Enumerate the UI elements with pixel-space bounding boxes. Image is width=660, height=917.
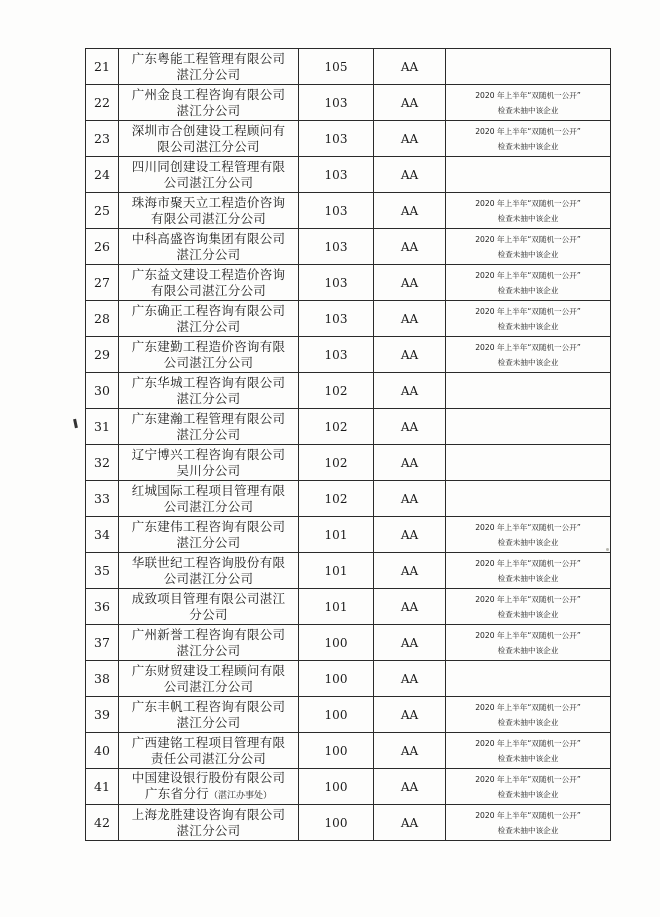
company-name-line-1: 广州金良工程咨询有限公司	[131, 86, 286, 102]
company-name-line-2: 湛江分公司	[176, 822, 241, 838]
row-number: 27	[86, 265, 119, 301]
company-name	[119, 697, 299, 733]
company-name-line-1: 中国建设银行股份有限公司	[131, 769, 286, 785]
table-row	[86, 445, 611, 481]
table-row	[86, 301, 611, 337]
grade: AA	[374, 445, 446, 481]
company-name-line-2: 湛江分公司	[176, 642, 241, 658]
company-name-line-1: 广东益文建设工程造价咨询	[131, 266, 286, 282]
table-row	[86, 481, 611, 517]
score: 100	[299, 625, 374, 661]
company-name-note: （湛江办事处）	[209, 790, 273, 801]
remark	[446, 85, 611, 121]
remark-line-1: 2020 年上半年“双随机一公开”	[475, 594, 581, 604]
company-name	[119, 121, 299, 157]
scan-speck	[606, 548, 609, 551]
company-name	[119, 733, 299, 769]
row-number: 32	[86, 445, 119, 481]
score: 100	[299, 805, 374, 841]
remark	[446, 517, 611, 553]
remark-line-1: 2020 年上半年“双随机一公开”	[475, 126, 581, 136]
row-number: 30	[86, 373, 119, 409]
company-name-line-1: 成致项目管理有限公司湛江	[131, 590, 286, 606]
grade: AA	[374, 85, 446, 121]
table-row	[86, 697, 611, 733]
remark-line-1: 2020 年上半年“双随机一公开”	[475, 558, 581, 568]
table-row	[86, 229, 611, 265]
grade: AA	[374, 301, 446, 337]
table-row	[86, 265, 611, 301]
row-number: 40	[86, 733, 119, 769]
company-name-line-1: 四川同创建设工程管理有限	[131, 158, 286, 174]
remark-line-1: 2020 年上半年“双随机一公开”	[475, 342, 581, 352]
score: 100	[299, 697, 374, 733]
grade: AA	[374, 625, 446, 661]
grade: AA	[374, 733, 446, 769]
company-name-line-1: 广东确正工程咨询有限公司	[131, 302, 286, 318]
remark-line-2: 检查未抽中该企业	[497, 357, 559, 367]
row-number: 25	[86, 193, 119, 229]
company-name	[119, 481, 299, 517]
company-name-line-1: 广东华城工程咨询有限公司	[131, 374, 286, 390]
company-name-line-1: 上海龙胜建设咨询有限公司	[131, 806, 286, 822]
remark-line-1: 2020 年上半年“双随机一公开”	[475, 90, 581, 100]
grade: AA	[374, 481, 446, 517]
company-name	[119, 85, 299, 121]
remark	[446, 697, 611, 733]
table-row	[86, 337, 611, 373]
remark	[446, 373, 611, 409]
grade: AA	[374, 49, 446, 85]
score: 103	[299, 301, 374, 337]
table-row	[86, 373, 611, 409]
grade: AA	[374, 409, 446, 445]
row-number: 22	[86, 85, 119, 121]
company-name-line-2: 湛江分公司	[176, 714, 241, 730]
company-name-line-1: 辽宁博兴工程咨询有限公司	[131, 446, 286, 462]
score: 105	[299, 49, 374, 85]
remark-line-2: 检查未抽中该企业	[497, 753, 559, 763]
remark	[446, 733, 611, 769]
remark-line-1: 2020 年上半年“双随机一公开”	[475, 774, 581, 784]
grade: AA	[374, 697, 446, 733]
remark-line-2: 检查未抽中该企业	[497, 573, 559, 583]
score: 100	[299, 733, 374, 769]
score: 103	[299, 337, 374, 373]
company-name	[119, 445, 299, 481]
company-name-line-2: 公司湛江分公司	[163, 570, 254, 586]
grade: AA	[374, 589, 446, 625]
remark-line-1: 2020 年上半年“双随机一公开”	[475, 270, 581, 280]
remark	[446, 157, 611, 193]
company-name-line-1: 广东建瀚工程管理有限公司	[131, 410, 286, 426]
score: 100	[299, 661, 374, 697]
score: 101	[299, 517, 374, 553]
table-row	[86, 157, 611, 193]
table-row	[86, 517, 611, 553]
remark-line-1: 2020 年上半年“双随机一公开”	[475, 522, 581, 532]
remark-line-1: 2020 年上半年“双随机一公开”	[475, 702, 581, 712]
row-number: 36	[86, 589, 119, 625]
row-number: 37	[86, 625, 119, 661]
table-row	[86, 409, 611, 445]
company-name	[119, 805, 299, 841]
grade: AA	[374, 661, 446, 697]
row-number: 42	[86, 805, 119, 841]
remark	[446, 661, 611, 697]
grade: AA	[374, 373, 446, 409]
score: 101	[299, 553, 374, 589]
table-row	[86, 769, 611, 805]
grade: AA	[374, 193, 446, 229]
score: 102	[299, 409, 374, 445]
grade: AA	[374, 517, 446, 553]
company-name	[119, 625, 299, 661]
table-row	[86, 49, 611, 85]
table-row	[86, 553, 611, 589]
remark	[446, 625, 611, 661]
company-name-line-2: 公司湛江分公司	[163, 678, 254, 694]
remark	[446, 301, 611, 337]
remark-line-1: 2020 年上半年“双随机一公开”	[475, 198, 581, 208]
company-name-line-1: 广东粤能工程管理有限公司	[131, 50, 286, 66]
remark-line-2: 检查未抽中该企业	[497, 249, 559, 259]
table-row	[86, 121, 611, 157]
company-name-line-2: 有限公司湛江分公司	[150, 282, 267, 298]
company-name	[119, 337, 299, 373]
score: 103	[299, 157, 374, 193]
row-number: 31	[86, 409, 119, 445]
company-name-line-1: 广州新誉工程咨询有限公司	[131, 626, 286, 642]
remark	[446, 229, 611, 265]
company-name	[119, 157, 299, 193]
row-number: 28	[86, 301, 119, 337]
company-name	[119, 517, 299, 553]
remark	[446, 265, 611, 301]
company-name-line-2: 有限公司湛江分公司	[150, 210, 267, 226]
row-number: 38	[86, 661, 119, 697]
company-name-line-1: 广东建勤工程造价咨询有限	[131, 338, 286, 354]
company-name-line-2: 湛江分公司	[176, 318, 241, 334]
company-name-line-1: 广东丰帆工程咨询有限公司	[131, 698, 286, 714]
table-body	[86, 49, 611, 841]
table-row	[86, 733, 611, 769]
remark-line-2: 检查未抽中该企业	[497, 717, 559, 727]
grade: AA	[374, 157, 446, 193]
company-name-line-2: 湛江分公司	[176, 246, 241, 262]
table-row	[86, 661, 611, 697]
company-name-line-1: 广东财贸建设工程顾问有限	[131, 662, 286, 678]
remark	[446, 193, 611, 229]
score: 101	[299, 589, 374, 625]
company-name	[119, 589, 299, 625]
company-name	[119, 265, 299, 301]
score: 103	[299, 121, 374, 157]
grade: AA	[374, 121, 446, 157]
remark-line-2: 检查未抽中该企业	[497, 645, 559, 655]
company-name-line-2: 限公司湛江分公司	[157, 138, 260, 154]
company-name-line-2: 吴川分公司	[176, 462, 241, 478]
table-row	[86, 625, 611, 661]
grade: AA	[374, 265, 446, 301]
grade: AA	[374, 769, 446, 805]
table-row	[86, 193, 611, 229]
table-row	[86, 805, 611, 841]
company-name	[119, 229, 299, 265]
company-name-line-2: 公司湛江分公司	[163, 498, 254, 514]
remark	[446, 49, 611, 85]
remark-line-2: 检查未抽中该企业	[497, 105, 559, 115]
company-name	[119, 49, 299, 85]
company-name-line-2: 湛江分公司	[176, 102, 241, 118]
company-name-line-2: 公司湛江分公司	[163, 174, 254, 190]
row-number: 29	[86, 337, 119, 373]
remark-line-2: 检查未抽中该企业	[497, 789, 559, 799]
score: 103	[299, 193, 374, 229]
remark-line-1: 2020 年上半年“双随机一公开”	[475, 234, 581, 244]
remark-line-2: 检查未抽中该企业	[497, 285, 559, 295]
row-number: 33	[86, 481, 119, 517]
company-name-line-2: 分公司	[189, 606, 228, 622]
company-name	[119, 301, 299, 337]
scan-mark	[73, 419, 78, 428]
company-name-line-2: 湛江分公司	[176, 426, 241, 442]
score: 103	[299, 229, 374, 265]
row-number: 39	[86, 697, 119, 733]
row-number: 35	[86, 553, 119, 589]
remark-line-2: 检查未抽中该企业	[497, 213, 559, 223]
remark	[446, 121, 611, 157]
remark	[446, 337, 611, 373]
score: 102	[299, 481, 374, 517]
company-name-line-1: 广西建铭工程项目管理有限	[131, 734, 286, 750]
company-name	[119, 193, 299, 229]
company-name	[119, 409, 299, 445]
company-name-line-2: 责任公司湛江分公司	[150, 750, 267, 766]
table-row	[86, 589, 611, 625]
company-name-line-2: 广东省分行	[144, 785, 209, 801]
remark-line-1: 2020 年上半年“双随机一公开”	[475, 738, 581, 748]
remark-line-1: 2020 年上半年“双随机一公开”	[475, 810, 581, 820]
company-name-line-2: 公司湛江分公司	[163, 354, 254, 370]
remark-line-2: 检查未抽中该企业	[497, 609, 559, 619]
row-number: 41	[86, 769, 119, 805]
remark-line-1: 2020 年上半年“双随机一公开”	[475, 630, 581, 640]
row-number: 21	[86, 49, 119, 85]
company-name	[119, 373, 299, 409]
remark-line-2: 检查未抽中该企业	[497, 825, 559, 835]
company-name-line-1: 中科高盛咨询集团有限公司	[131, 230, 286, 246]
remark	[446, 481, 611, 517]
row-number: 24	[86, 157, 119, 193]
company-name-line-2: 湛江分公司	[176, 390, 241, 406]
remark	[446, 805, 611, 841]
grade: AA	[374, 553, 446, 589]
company-name-line-1: 深圳市合创建设工程顾问有	[131, 122, 286, 138]
grade: AA	[374, 229, 446, 265]
company-name-line-2: 湛江分公司	[176, 534, 241, 550]
company-name	[119, 553, 299, 589]
score: 103	[299, 85, 374, 121]
grade: AA	[374, 805, 446, 841]
remark	[446, 445, 611, 481]
company-name	[119, 661, 299, 697]
grade: AA	[374, 337, 446, 373]
score: 100	[299, 769, 374, 805]
remark-line-2: 检查未抽中该企业	[497, 321, 559, 331]
table-row	[86, 85, 611, 121]
company-name-line-1: 红城国际工程项目管理有限	[131, 482, 286, 498]
remark-line-2: 检查未抽中该企业	[497, 537, 559, 547]
remark-line-2: 检查未抽中该企业	[497, 141, 559, 151]
remark	[446, 409, 611, 445]
score: 102	[299, 445, 374, 481]
score: 102	[299, 373, 374, 409]
row-number: 26	[86, 229, 119, 265]
company-name-line-2: 湛江分公司	[176, 66, 241, 82]
credit-rating-table	[85, 48, 611, 841]
remark	[446, 553, 611, 589]
score: 103	[299, 265, 374, 301]
row-number: 23	[86, 121, 119, 157]
company-name	[119, 769, 299, 805]
remark	[446, 769, 611, 805]
remark-line-1: 2020 年上半年“双随机一公开”	[475, 306, 581, 316]
company-name-line-1: 珠海市聚天立工程造价咨询	[131, 194, 286, 210]
remark	[446, 589, 611, 625]
company-name-line-1: 广东建伟工程咨询有限公司	[131, 518, 286, 534]
company-name-line-1: 华联世纪工程咨询股份有限	[131, 554, 286, 570]
row-number: 34	[86, 517, 119, 553]
